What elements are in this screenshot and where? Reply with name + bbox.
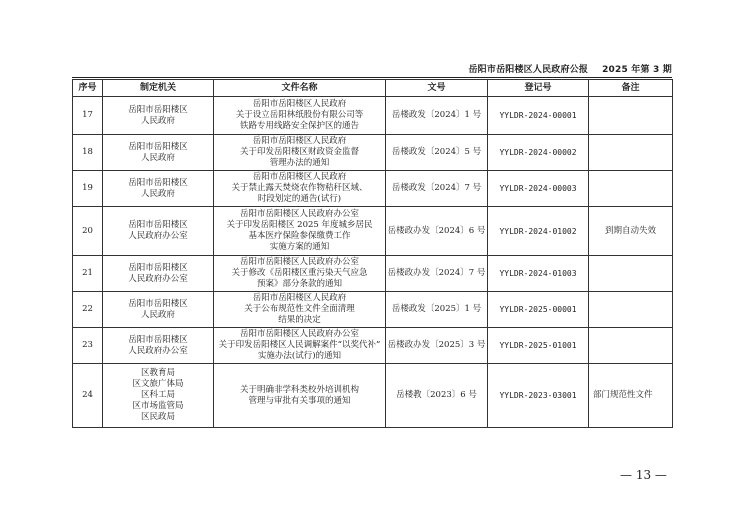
doc-no-cell: 岳楼政办发〔2025〕3 号	[386, 328, 488, 364]
seq-cell: 23	[73, 328, 103, 364]
table-row	[73, 364, 673, 428]
table-row	[73, 328, 673, 364]
agency-cell: 岳阳市岳阳楼区 人民政府办公室	[103, 207, 214, 256]
seq-cell: 18	[73, 135, 103, 171]
column-header-note: 备注	[589, 80, 673, 97]
seq-cell: 19	[73, 171, 103, 207]
title-cell: 岳阳市岳阳楼区人民政府 关于设立岳阳林纸股份有限公司等 铁路专用线路安全保护区的通告	[214, 97, 386, 135]
page-header	[72, 62, 672, 76]
column-header-agency: 制定机关	[103, 80, 214, 97]
doc-no-cell: 岳楼教〔2023〕6 号	[386, 364, 488, 428]
agency-cell: 岳阳市岳阳楼区 人民政府办公室	[103, 256, 214, 292]
doc-no-cell: 岳楼政办发〔2024〕6 号	[386, 207, 488, 256]
title-cell: 岳阳市岳阳楼区人民政府 关于公布规范性文件全面清理 结果的决定	[214, 292, 386, 328]
document-registry-table	[72, 79, 673, 428]
column-header-title: 文件名称	[214, 80, 386, 97]
note-cell	[589, 171, 673, 207]
seq-cell: 17	[73, 97, 103, 135]
table-row	[73, 171, 673, 207]
title-cell: 岳阳市岳阳楼区人民政府办公室 关于印发岳阳楼区人民调解案件“以奖代补” 实施办法(试行)的通知	[214, 328, 386, 364]
doc-no-cell: 岳楼政发〔2024〕1 号	[386, 97, 488, 135]
note-cell	[589, 292, 673, 328]
note-cell	[589, 256, 673, 292]
column-header-reg-no: 登记号	[488, 80, 589, 97]
table-row	[73, 97, 673, 135]
table-row	[73, 207, 673, 256]
doc-no-cell: 岳楼政发〔2024〕7 号	[386, 171, 488, 207]
agency-cell: 岳阳市岳阳楼区 人民政府办公室	[103, 328, 214, 364]
title-cell: 关于明确非学科类校外培训机构 管理与审批有关事项的通知	[214, 364, 386, 428]
agency-cell: 岳阳市岳阳楼区 人民政府	[103, 97, 214, 135]
table-row	[73, 256, 673, 292]
note-cell: 部门规范性文件	[589, 364, 673, 428]
agency-cell: 岳阳市岳阳楼区 人民政府	[103, 171, 214, 207]
note-cell: 到期自动失效	[589, 207, 673, 256]
reg-no-cell: YYLDR-2024-00002	[488, 135, 589, 171]
doc-no-cell: 岳楼政发〔2024〕5 号	[386, 135, 488, 171]
title-cell: 岳阳市岳阳楼区人民政府 关于禁止露天焚烧农作物秸秆区域、 时段划定的通告(试行)	[214, 171, 386, 207]
reg-no-cell: YYLDR-2024-01003	[488, 256, 589, 292]
reg-no-cell: YYLDR-2025-01001	[488, 328, 589, 364]
seq-cell: 20	[73, 207, 103, 256]
doc-no-cell: 岳楼政发〔2025〕1 号	[386, 292, 488, 328]
seq-cell: 21	[73, 256, 103, 292]
reg-no-cell: YYLDR-2023-03001	[488, 364, 589, 428]
note-cell	[589, 328, 673, 364]
agency-cell: 岳阳市岳阳楼区 人民政府	[103, 135, 214, 171]
reg-no-cell: YYLDR-2024-00003	[488, 171, 589, 207]
reg-no-cell: YYLDR-2024-00001	[488, 97, 589, 135]
page-number: — 13 —	[620, 468, 667, 482]
note-cell	[589, 135, 673, 171]
seq-cell: 24	[73, 364, 103, 428]
doc-no-cell: 岳楼政办发〔2024〕7 号	[386, 256, 488, 292]
reg-no-cell: YYLDR-2024-01002	[488, 207, 589, 256]
reg-no-cell: YYLDR-2025-00001	[488, 292, 589, 328]
issue-number: 2025 年第 3 期	[602, 65, 672, 75]
publication-name: 岳阳市岳阳楼区人民政府公报	[468, 65, 589, 75]
table-header-row	[73, 80, 673, 97]
agency-cell: 区教育局 区文旅广体局 区科工局 区市场监管局 区民政局	[103, 364, 214, 428]
note-cell	[589, 97, 673, 135]
table-row	[73, 135, 673, 171]
seq-cell: 22	[73, 292, 103, 328]
title-cell: 岳阳市岳阳楼区人民政府办公室 关于修改《岳阳楼区重污染天气应急 预案》部分条款的通知	[214, 256, 386, 292]
title-cell: 岳阳市岳阳楼区人民政府 关于印发岳阳楼区财政资金监督 管理办法的通知	[214, 135, 386, 171]
agency-cell: 岳阳市岳阳楼区 人民政府	[103, 292, 214, 328]
title-cell: 岳阳市岳阳楼区人民政府办公室 关于印发岳阳楼区 2025 年度城乡居民 基本医疗保险参保缴费工作 实施方案的通知	[214, 207, 386, 256]
table-row	[73, 292, 673, 328]
column-header-doc-no: 文号	[386, 80, 488, 97]
column-header-seq: 序号	[73, 80, 103, 97]
header-rule	[72, 77, 672, 78]
